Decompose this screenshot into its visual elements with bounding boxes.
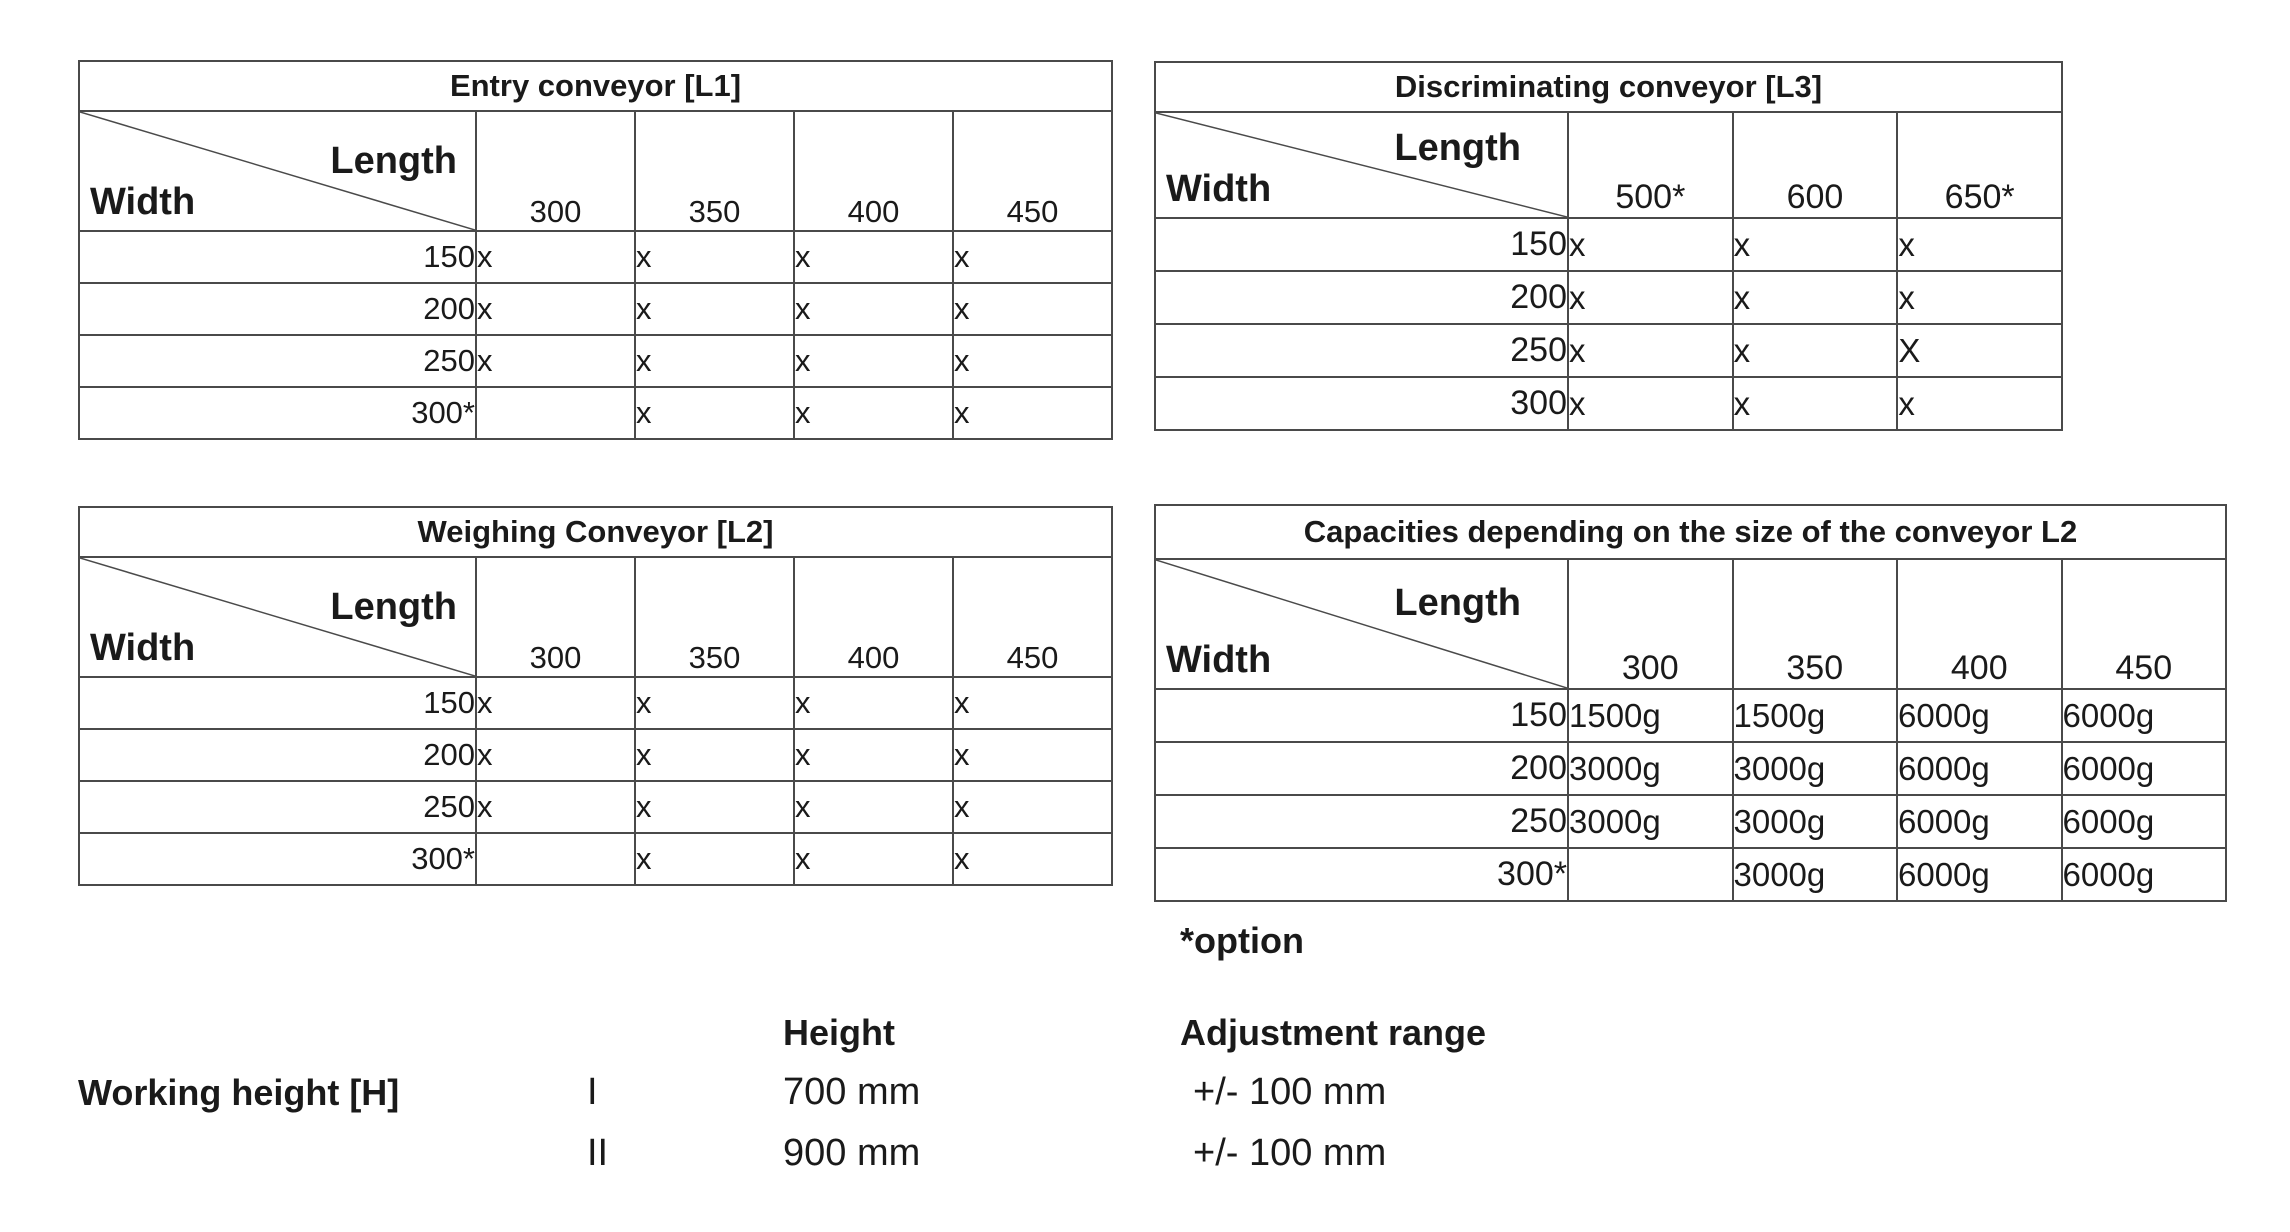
corner-header <box>1155 112 1568 218</box>
corner-header <box>79 111 476 231</box>
availability-cell: x <box>953 729 1112 781</box>
table-row <box>1155 218 2062 271</box>
adjustment-range-value: +/- 100 mm <box>1193 1071 1387 1113</box>
availability-cell: x <box>1733 271 1898 324</box>
capacity-cell: 6000g <box>2062 795 2227 848</box>
table-row <box>79 729 1112 781</box>
availability-cell: x <box>635 283 794 335</box>
availability-cell: x <box>794 387 953 439</box>
availability-cell: x <box>794 335 953 387</box>
capacity-cell: 6000g <box>1897 795 2062 848</box>
width-row-header: 200 <box>79 729 476 781</box>
width-row-header: 250 <box>1155 795 1568 848</box>
option-footnote: *option <box>1180 920 1304 961</box>
level-label: II <box>587 1132 609 1174</box>
width-label: Width <box>90 181 196 223</box>
availability-cell: x <box>1568 377 1733 430</box>
availability-cell: x <box>476 335 635 387</box>
height-header: Height <box>783 1012 895 1053</box>
width-row-header: 250 <box>79 781 476 833</box>
length-column-header: 300 <box>476 557 635 677</box>
capacity-cell: 6000g <box>1897 848 2062 901</box>
table-row <box>1155 848 2226 901</box>
availability-cell: x <box>1897 377 2062 430</box>
capacity-cell <box>1568 848 1733 901</box>
availability-cell: x <box>794 781 953 833</box>
table-row <box>1155 271 2062 324</box>
capacity-cell: 6000g <box>2062 742 2227 795</box>
width-label: Width <box>90 627 196 669</box>
availability-cell: x <box>635 387 794 439</box>
length-column-header: 350 <box>635 557 794 677</box>
length-column-header: 300 <box>476 111 635 231</box>
width-row-header: 300* <box>1155 848 1568 901</box>
length-column-header: 450 <box>953 111 1112 231</box>
availability-cell: x <box>794 231 953 283</box>
adjustment-range-header: Adjustment range <box>1180 1012 1487 1053</box>
availability-cell: x <box>1733 377 1898 430</box>
height-value: 900 mm <box>783 1132 921 1174</box>
capacity-cell: 6000g <box>2062 689 2227 742</box>
length-label: Length <box>330 140 457 182</box>
availability-cell: x <box>635 335 794 387</box>
table-title: Entry conveyor [L1] <box>79 61 1112 111</box>
availability-cell: x <box>794 729 953 781</box>
length-column-header: 450 <box>2062 559 2227 689</box>
table-row <box>79 335 1112 387</box>
length-column-header: 450 <box>953 557 1112 677</box>
capacity-cell: 1500g <box>1733 689 1898 742</box>
table-row <box>79 781 1112 833</box>
table-title: Capacities depending on the size of the conveyor L2 <box>1155 505 2226 559</box>
availability-cell: x <box>476 729 635 781</box>
width-row-header: 150 <box>1155 218 1568 271</box>
table-row <box>79 387 1112 439</box>
availability-cell: x <box>1568 324 1733 377</box>
availability-cell: x <box>635 231 794 283</box>
discriminating-conveyor-table <box>1154 61 2063 431</box>
table-row <box>79 677 1112 729</box>
width-row-header: 250 <box>1155 324 1568 377</box>
table-row <box>1155 324 2062 377</box>
availability-cell: x <box>794 677 953 729</box>
capacity-cell: 3000g <box>1733 795 1898 848</box>
length-column-header: 350 <box>635 111 794 231</box>
length-column-header: 400 <box>1897 559 2062 689</box>
availability-cell <box>476 387 635 439</box>
table-row <box>79 833 1112 885</box>
availability-cell: x <box>476 677 635 729</box>
entry-conveyor-table <box>78 60 1113 440</box>
availability-cell: x <box>1897 218 2062 271</box>
capacity-cell: 1500g <box>1568 689 1733 742</box>
corner-header <box>1155 559 1568 689</box>
length-column-header: 400 <box>794 557 953 677</box>
working-height-label: Working height [H] <box>78 1072 400 1113</box>
capacity-cell: 3000g <box>1568 742 1733 795</box>
availability-cell: x <box>635 677 794 729</box>
availability-cell: x <box>476 231 635 283</box>
length-label: Length <box>1394 127 1521 169</box>
height-value: 700 mm <box>783 1071 921 1113</box>
length-column-header: 600 <box>1733 112 1898 218</box>
length-column-header: 500* <box>1568 112 1733 218</box>
availability-cell: x <box>953 833 1112 885</box>
availability-cell: x <box>1733 324 1898 377</box>
length-column-header: 400 <box>794 111 953 231</box>
capacity-cell: 3000g <box>1568 795 1733 848</box>
availability-cell: x <box>953 677 1112 729</box>
width-row-header: 300* <box>79 833 476 885</box>
availability-cell: x <box>1568 271 1733 324</box>
availability-cell: x <box>953 781 1112 833</box>
availability-cell: x <box>1733 218 1898 271</box>
capacity-cell: 3000g <box>1733 848 1898 901</box>
availability-cell <box>476 833 635 885</box>
table-row <box>1155 795 2226 848</box>
table-row <box>1155 742 2226 795</box>
width-row-header: 150 <box>79 231 476 283</box>
table-row <box>79 231 1112 283</box>
length-label: Length <box>330 586 457 628</box>
availability-cell: x <box>953 283 1112 335</box>
width-row-header: 300 <box>1155 377 1568 430</box>
availability-cell: x <box>635 781 794 833</box>
capacity-cell: 6000g <box>2062 848 2227 901</box>
width-row-header: 150 <box>79 677 476 729</box>
width-row-header: 200 <box>79 283 476 335</box>
availability-cell: x <box>476 781 635 833</box>
length-column-header: 350 <box>1733 559 1898 689</box>
capacity-cell: 6000g <box>1897 689 2062 742</box>
availability-cell: x <box>953 387 1112 439</box>
length-label: Length <box>1394 582 1521 624</box>
width-row-header: 200 <box>1155 271 1568 324</box>
availability-cell: x <box>476 283 635 335</box>
width-label: Width <box>1166 168 1272 210</box>
length-column-header: 300 <box>1568 559 1733 689</box>
table-title: Discriminating conveyor [L3] <box>1155 62 2062 112</box>
length-column-header: 650* <box>1897 112 2062 218</box>
level-label: I <box>587 1071 598 1113</box>
capacity-cell: 6000g <box>1897 742 2062 795</box>
availability-cell: x <box>794 283 953 335</box>
weighing-conveyor-table <box>78 506 1113 886</box>
width-row-header: 150 <box>1155 689 1568 742</box>
width-row-header: 200 <box>1155 742 1568 795</box>
table-row <box>79 283 1112 335</box>
capacities-table <box>1154 504 2227 902</box>
capacity-cell: 3000g <box>1733 742 1898 795</box>
width-row-header: 300* <box>79 387 476 439</box>
table-row <box>1155 377 2062 430</box>
availability-cell: x <box>635 833 794 885</box>
width-row-header: 250 <box>79 335 476 387</box>
table-row <box>1155 689 2226 742</box>
availability-cell: x <box>1897 271 2062 324</box>
availability-cell: x <box>794 833 953 885</box>
corner-header <box>79 557 476 677</box>
availability-cell: x <box>635 729 794 781</box>
table-title: Weighing Conveyor [L2] <box>79 507 1112 557</box>
adjustment-range-value: +/- 100 mm <box>1193 1132 1387 1174</box>
width-label: Width <box>1166 639 1272 681</box>
availability-cell: X <box>1897 324 2062 377</box>
availability-cell: x <box>953 231 1112 283</box>
availability-cell: x <box>953 335 1112 387</box>
availability-cell: x <box>1568 218 1733 271</box>
